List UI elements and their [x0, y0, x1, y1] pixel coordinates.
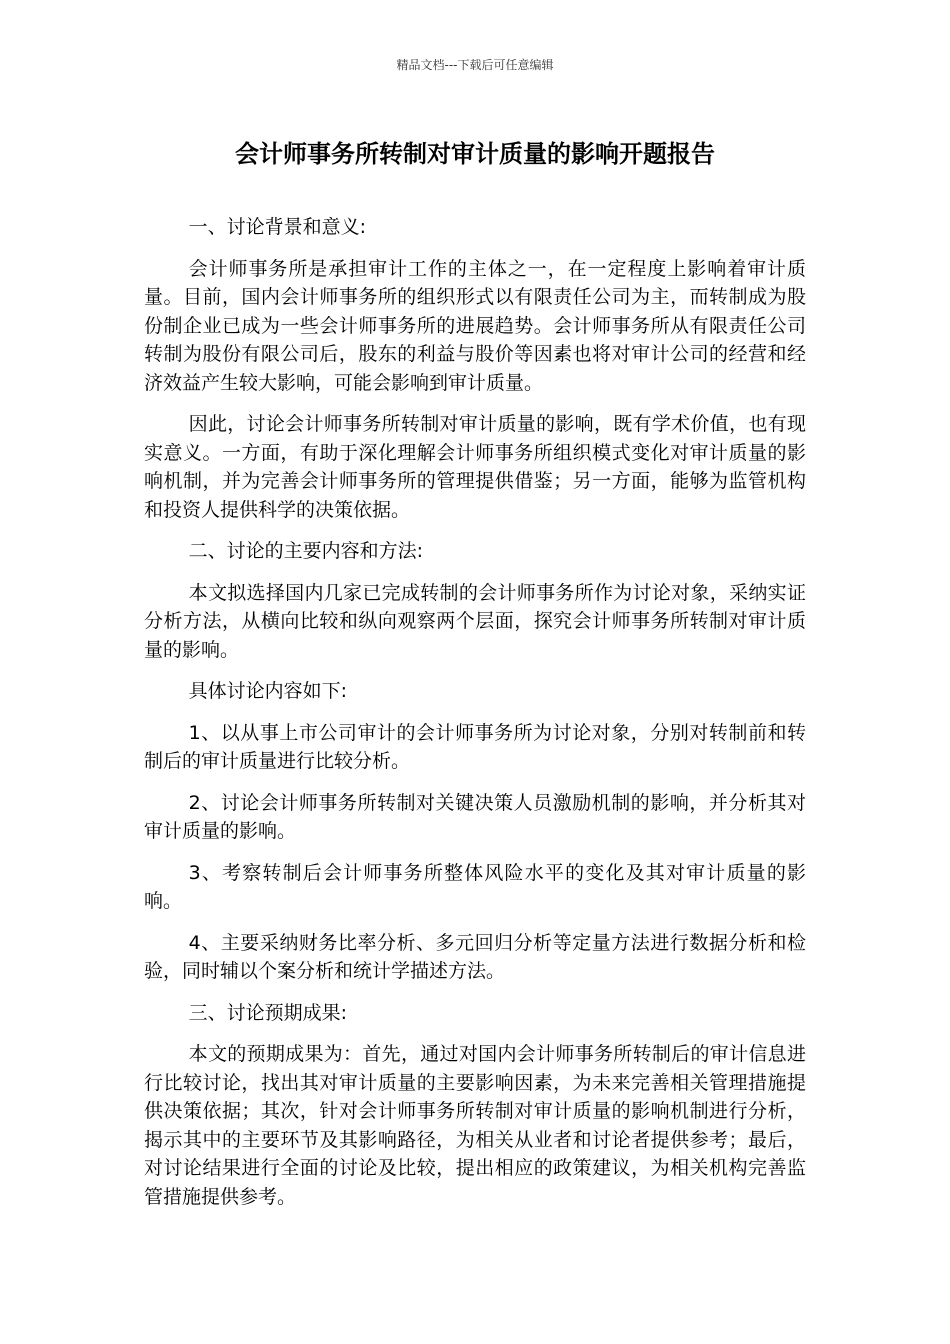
- paragraph-expected-results: 本文的预期成果为：首先，通过对国内会计师事务所转制后的审计信息进行比较讨论，找出其对审计质量的主要影响因素，为未来完善相关管理措施提供决策依据；其次，针对会计师事务所转制对审计质量的影响机制进行分析，揭示其中的主要环节及其影响路径，为相关从业者和讨论者提供参考；最后，对讨论结果进行全面的讨论及比较，提出相应的政策建议，为相关机构完善监管措施提供参考。: [144, 1043, 806, 1208]
- header-note: 精品文档---下载后可任意编辑: [396, 58, 554, 72]
- section-heading-content-method: 二、讨论的主要内容和方法:: [188, 540, 424, 562]
- paragraph-content-lead: 具体讨论内容如下:: [188, 680, 348, 702]
- list-item-content-1: 1、以从事上市公司审计的会计师事务所为讨论对象，分别对转制前和转制后的审计质量进行比较分析。: [144, 721, 806, 772]
- list-item-content-3: 3、考察转制后会计师事务所整体风险水平的变化及其对审计质量的影响。: [144, 861, 806, 912]
- document-title: 会计师事务所转制对审计质量的影响开题报告: [235, 140, 715, 168]
- section-heading-expected-results: 三、讨论预期成果:: [188, 1001, 348, 1024]
- paragraph-method-intro: 本文拟选择国内几家已完成转制的会计师事务所作为讨论对象，采纳实证分析方法，从横向比较和纵向观察两个层面，探究会计师事务所转制对审计质量的影响。: [144, 581, 806, 661]
- document-body: [144, 213, 806, 1224]
- list-item-content-4: 4、主要采纳财务比率分析、多元回归分析等定量方法进行数据分析和检验，同时辅以个案分析和统计学描述方法。: [144, 931, 806, 982]
- list-item-content-2: 2、讨论会计师事务所转制对关键决策人员激励机制的影响，并分析其对审计质量的影响。: [144, 791, 806, 842]
- section-heading-background: 一、讨论背景和意义:: [188, 216, 367, 238]
- paragraph-background-2: 因此，讨论会计师事务所转制对审计质量的影响，既有学术价值，也有现实意义。一方面，有助于深化理解会计师事务所组织模式变化对审计质量的影响机制，并为完善会计师事务所的管理提供借鉴；另一方面，能够为监管机构和投资人提供科学的决策依据。: [144, 413, 806, 521]
- paragraph-background-1: 会计师事务所是承担审计工作的主体之一，在一定程度上影响着审计质量。目前，国内会计师事务所的组织形式以有限责任公司为主，而转制成为股份制企业已成为一些会计师事务所的进展趋势。会计师事务所从有限责任公司转制为股份有限公司后，股东的利益与股价等因素也将对审计公司的经营和经济效益产生较大影响，可能会影响到审计质量。: [144, 257, 806, 394]
